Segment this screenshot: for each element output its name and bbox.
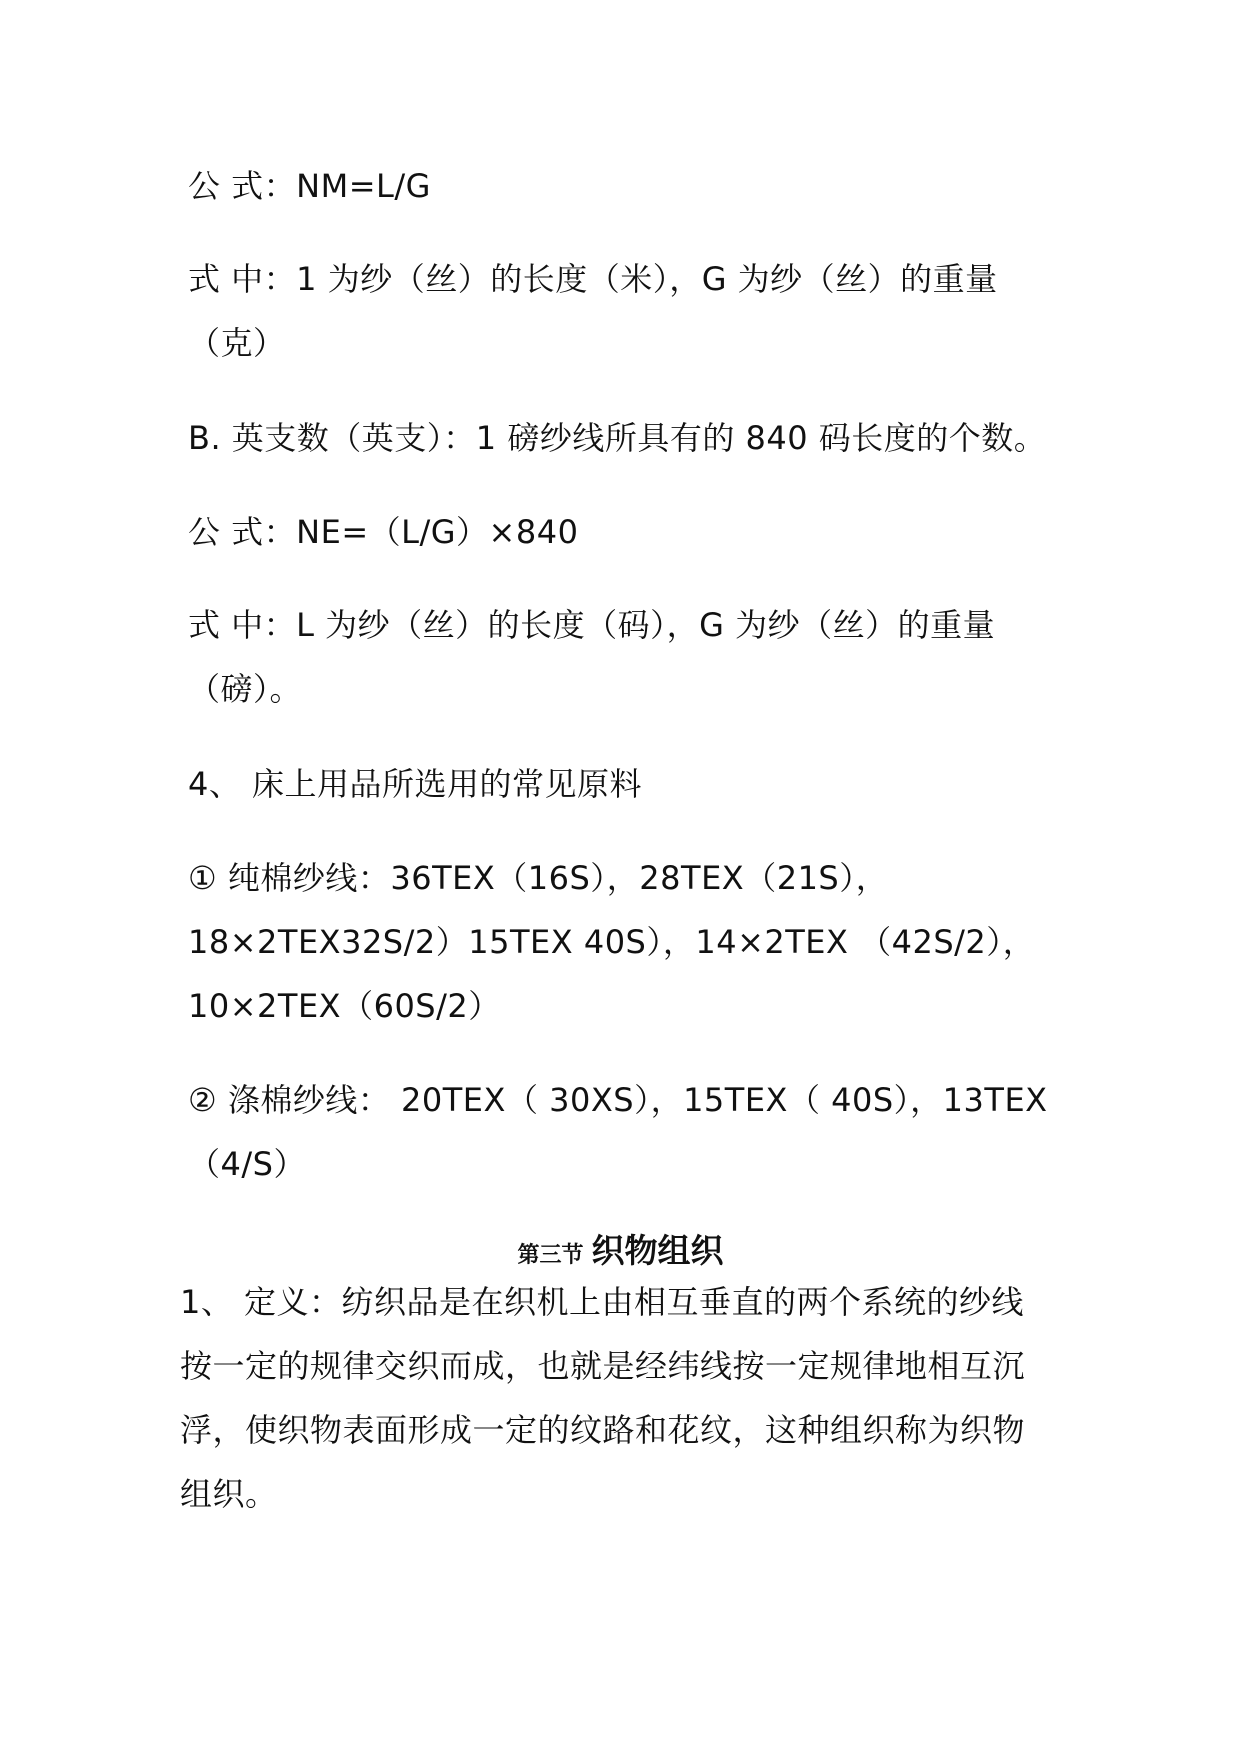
section-title: 织物组织 [591, 1231, 724, 1270]
formula-nm-explanation-cont: （克） [188, 324, 286, 362]
poly-cotton-yarn-line-1: ② 涤棉纱线： 20TEX（ 30XS），15TEX（ 40S），13TEX [188, 1081, 1048, 1119]
formula-nm-explanation: 式 中：1 为纱（丝）的长度（米），G 为纱（丝）的重量 [188, 260, 998, 298]
english-count-definition: B. 英支数（英支）：1 磅纱线所具有的 840 码长度的个数。 [188, 419, 1047, 457]
section-prefix: 第三节 [517, 1243, 584, 1268]
formula-ne: 公 式：NE=（L/G）×840 [188, 513, 579, 551]
cotton-yarn-line-3: 10×2TEX（60S/2） [188, 987, 501, 1025]
definition-line-3: 浮，使织物表面形成一定的纹路和花纹，这种组织称为织物 [180, 1411, 1026, 1449]
definition-line-1: 1、 定义：纺织品是在织机上由相互垂直的两个系统的纱线 [180, 1283, 1025, 1321]
formula-nm: 公 式：NM=L/G [188, 167, 431, 205]
formula-ne-explanation: 式 中：L 为纱（丝）的长度（码），G 为纱（丝）的重量 [188, 606, 996, 644]
bedding-materials-heading: 4、 床上用品所选用的常见原料 [188, 765, 643, 803]
formula-ne-explanation-cont: （磅）。 [188, 670, 303, 708]
cotton-yarn-line-2: 18×2TEX32S/2）15TEX 40S），14×2TEX （42S/2）， [188, 923, 1036, 961]
cotton-yarn-line-1: ① 纯棉纱线：36TEX（16S），28TEX（21S）， [188, 859, 889, 897]
definition-line-2: 按一定的规律交织而成，也就是经纬线按一定规律地相互沉 [180, 1347, 1026, 1385]
section-heading [0, 1225, 1241, 1272]
definition-line-4: 组织。 [180, 1475, 278, 1513]
poly-cotton-yarn-line-2: （4/S） [188, 1145, 306, 1183]
